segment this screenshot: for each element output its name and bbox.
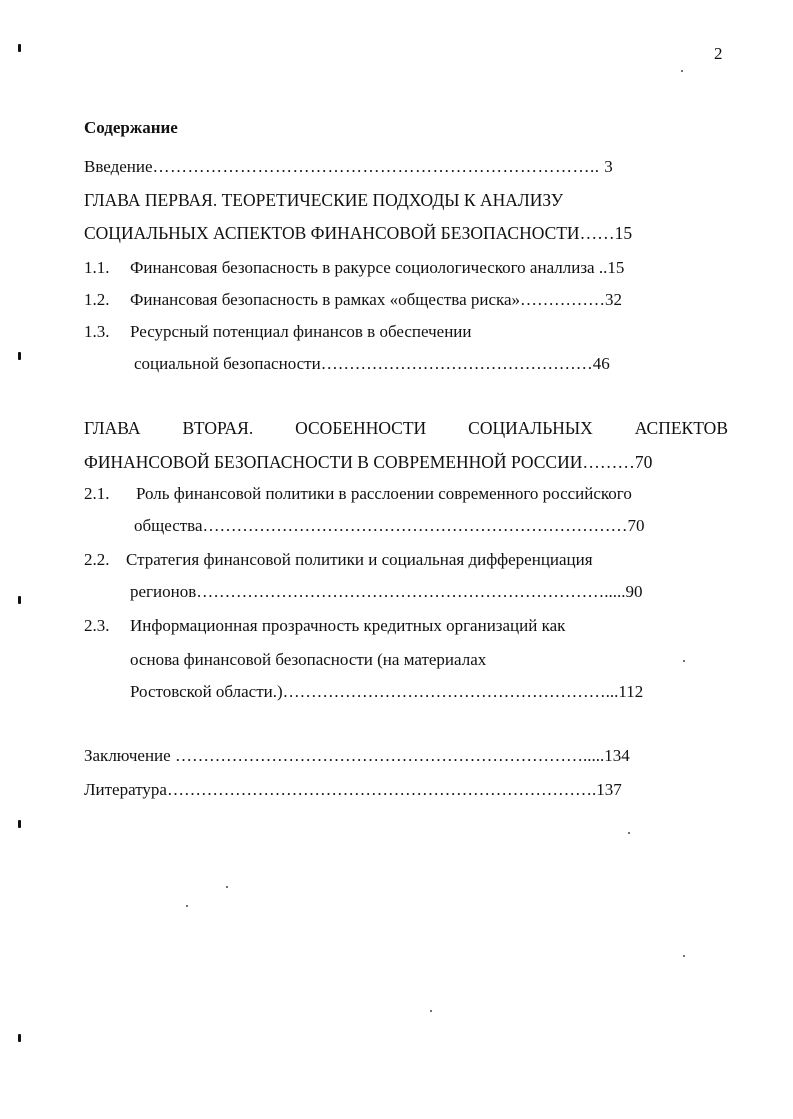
toc-section-2-2-continuation[interactable]: регионов……………………………………………………………….....90	[130, 582, 643, 601]
toc-section-1-1[interactable]	[84, 258, 624, 278]
scan-speck	[681, 70, 683, 72]
scan-mark	[18, 596, 21, 604]
toc-entry-label: Введение	[84, 157, 153, 176]
section-title: Информационная прозрачность кредитных организаций как	[130, 616, 566, 635]
section-number: 1.3.	[84, 322, 110, 341]
chapter2-word: ВТОРАЯ.	[182, 418, 254, 438]
toc-section-2-3-continuation[interactable]: основа финансовой безопасности (на материалах	[130, 650, 487, 669]
section-number: 1.1.	[84, 258, 110, 277]
scan-speck	[683, 660, 685, 662]
scan-mark	[18, 820, 21, 828]
scan-mark	[18, 44, 21, 52]
section-number: 2.3.	[84, 616, 110, 635]
section-number: 2.2.	[84, 550, 110, 569]
chapter1-title-line2[interactable]: СОЦИАЛЬНЫХ АСПЕКТОВ ФИНАНСОВОЙ БЕЗОПАСНОСТИ……15	[84, 223, 633, 243]
chapter1-title-line1[interactable]: ГЛАВА ПЕРВАЯ. ТЕОРЕТИЧЕСКИЕ ПОДХОДЫ К АНАЛИЗУ	[84, 190, 564, 210]
chapter2-word: АСПЕКТОВ	[634, 418, 728, 438]
toc-entry-literature[interactable]: Литература………………………………………………………………….137	[84, 780, 622, 799]
toc-section-2-3-continuation-2[interactable]: Ростовской области.)…………………………………………………...112	[130, 682, 644, 701]
toc-section-1-3[interactable]	[84, 322, 472, 342]
section-title: Финансовая безопасность в ракурсе социологического аналлиза ..15	[130, 258, 625, 277]
section-title: Стратегия финансовой политики и социальная дифференциация	[126, 550, 593, 569]
toc-section-1-3-continuation[interactable]: социальной безопасности…………………………………………46	[134, 354, 610, 373]
toc-entry-page: 3	[604, 157, 613, 176]
section-title: Роль финансовой политики в расслоении современного российского	[136, 484, 632, 503]
scan-speck	[683, 955, 685, 957]
toc-entry-intro[interactable]	[84, 157, 613, 177]
chapter2-word: ГЛАВА	[84, 418, 141, 438]
toc-section-1-2[interactable]	[84, 290, 622, 310]
toc-leader-dots: …………………………………………………………………..	[152, 157, 605, 176]
toc-entry-conclusion[interactable]: Заключение ……………………………………………………………….....134	[84, 746, 630, 765]
toc-section-2-3[interactable]	[84, 616, 565, 636]
section-title: Финансовая безопасность в рамках «общества риска»……………32	[130, 290, 623, 309]
scan-speck	[430, 1010, 432, 1012]
scan-speck	[628, 832, 630, 834]
chapter2-title-line2[interactable]: ФИНАНСОВОЙ БЕЗОПАСНОСТИ В СОВРЕМЕННОЙ РОССИИ………70	[84, 452, 653, 472]
scan-mark	[18, 1034, 21, 1042]
scan-speck	[226, 886, 228, 888]
section-number: 1.2.	[84, 290, 110, 309]
toc-heading: Содержание	[84, 118, 178, 137]
section-title: Ресурсный потенциал финансов в обеспечении	[130, 322, 472, 341]
chapter2-word: ОСОБЕННОСТИ	[295, 418, 427, 438]
chapter2-title-line1[interactable]	[84, 418, 728, 438]
toc-section-2-1[interactable]	[84, 484, 632, 504]
scan-speck	[186, 905, 188, 907]
section-number: 2.1.	[84, 484, 110, 503]
scan-mark	[18, 352, 21, 360]
toc-section-2-1-continuation[interactable]: общества…………………………………………………………………70	[134, 516, 645, 535]
chapter2-word: СОЦИАЛЬНЫХ	[468, 418, 593, 438]
toc-section-2-2[interactable]	[84, 550, 593, 570]
page-number: 2	[714, 44, 723, 63]
